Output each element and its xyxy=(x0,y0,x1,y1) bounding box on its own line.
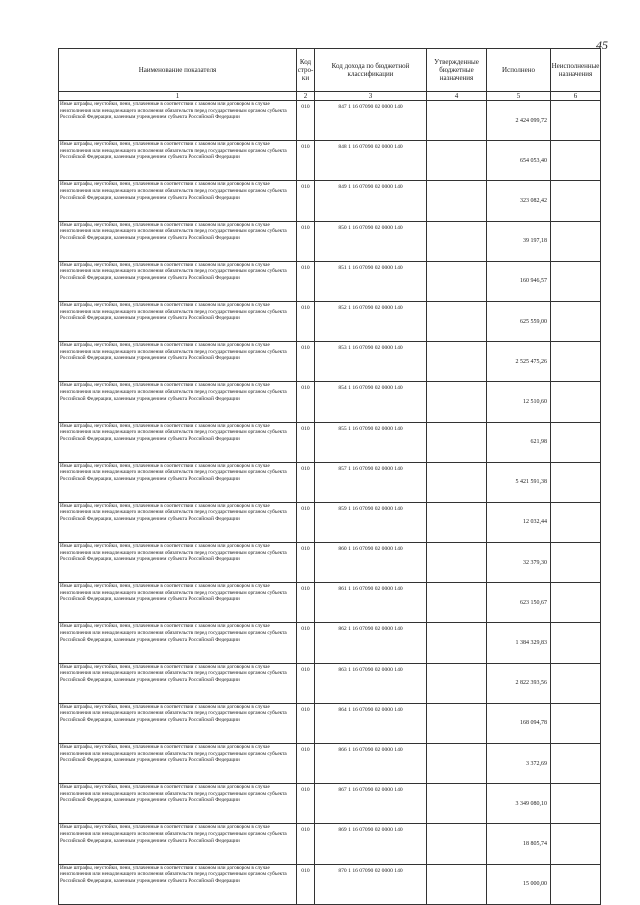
row-name: Иные штрафы, неустойки, пени, уплаченные в соответствии с законом или договором в случае неисполнения или ненадлежащего исполнения обязательств перед государственным органом субъекта Российской Федерации, казенным учреждением субъекта Российской Федерации xyxy=(59,864,297,904)
row-line-code: 010 xyxy=(297,422,315,462)
row-executed: 15 000,00 xyxy=(487,864,551,904)
row-executed: 3 372,69 xyxy=(487,744,551,784)
table-row xyxy=(59,301,601,341)
row-unexecuted xyxy=(551,221,601,261)
header-row xyxy=(59,49,601,92)
row-approved xyxy=(427,583,487,623)
row-kbk: 866 1 16 07090 02 0000 140 xyxy=(315,744,427,784)
row-name: Иные штрафы, неустойки, пени, уплаченные в соответствии с законом или договором в случае неисполнения или ненадлежащего исполнения обязательств перед государственным органом субъекта Российской Федерации, казенным учреждением субъекта Российской Федерации xyxy=(59,141,297,181)
col-header-kbk: Код дохода по бюджетной классификации xyxy=(315,49,427,92)
table-row xyxy=(59,382,601,422)
row-line-code: 010 xyxy=(297,342,315,382)
row-executed: 621,98 xyxy=(487,422,551,462)
table-row xyxy=(59,261,601,301)
row-unexecuted xyxy=(551,784,601,824)
row-line-code: 010 xyxy=(297,382,315,422)
row-approved xyxy=(427,784,487,824)
row-approved xyxy=(427,261,487,301)
row-line-code: 010 xyxy=(297,824,315,864)
row-executed: 623 150,67 xyxy=(487,583,551,623)
row-executed: 2 424 099,72 xyxy=(487,101,551,141)
row-kbk: 854 1 16 07090 02 0000 140 xyxy=(315,382,427,422)
row-approved xyxy=(427,744,487,784)
row-name: Иные штрафы, неустойки, пени, уплаченные в соответствии с законом или договором в случае неисполнения или ненадлежащего исполнения обязательств перед государственным органом субъекта Российской Федерации, казенным учреждением субъекта Российской Федерации xyxy=(59,462,297,502)
table-row xyxy=(59,502,601,542)
row-unexecuted xyxy=(551,744,601,784)
row-approved xyxy=(427,221,487,261)
row-unexecuted xyxy=(551,824,601,864)
row-approved xyxy=(427,382,487,422)
row-executed: 12 032,44 xyxy=(487,502,551,542)
row-approved xyxy=(427,301,487,341)
row-unexecuted xyxy=(551,342,601,382)
row-approved xyxy=(427,342,487,382)
row-approved xyxy=(427,543,487,583)
row-line-code: 010 xyxy=(297,784,315,824)
row-executed: 5 421 591,38 xyxy=(487,462,551,502)
table-row xyxy=(59,221,601,261)
row-executed: 1 384 329,83 xyxy=(487,623,551,663)
row-unexecuted xyxy=(551,703,601,743)
table-row xyxy=(59,784,601,824)
row-executed: 323 082,42 xyxy=(487,181,551,221)
row-name: Иные штрафы, неустойки, пени, уплаченные в соответствии с законом или договором в случае неисполнения или ненадлежащего исполнения обязательств перед государственным органом субъекта Российской Федерации, казенным учреждением субъекта Российской Федерации xyxy=(59,784,297,824)
row-executed: 2 822 393,56 xyxy=(487,663,551,703)
row-kbk: 852 1 16 07090 02 0000 140 xyxy=(315,301,427,341)
row-executed: 160 946,57 xyxy=(487,261,551,301)
row-unexecuted xyxy=(551,261,601,301)
col-header-name: Наименование показателя xyxy=(59,49,297,92)
row-line-code: 010 xyxy=(297,623,315,663)
row-executed: 32 379,30 xyxy=(487,543,551,583)
row-name: Иные штрафы, неустойки, пени, уплаченные в соответствии с законом или договором в случае неисполнения или ненадлежащего исполнения обязательств перед государственным органом субъекта Российской Федерации, казенным учреждением субъекта Российской Федерации xyxy=(59,101,297,141)
row-unexecuted xyxy=(551,422,601,462)
row-approved xyxy=(427,623,487,663)
row-line-code: 010 xyxy=(297,543,315,583)
row-unexecuted xyxy=(551,583,601,623)
table-row xyxy=(59,744,601,784)
row-name: Иные штрафы, неустойки, пени, уплаченные в соответствии с законом или договором в случае неисполнения или ненадлежащего исполнения обязательств перед государственным органом субъекта Российской Федерации, казенным учреждением субъекта Российской Федерации xyxy=(59,382,297,422)
row-kbk: 851 1 16 07090 02 0000 140 xyxy=(315,261,427,301)
row-approved xyxy=(427,422,487,462)
col-header-executed: Исполнено xyxy=(487,49,551,92)
row-executed: 18 805,74 xyxy=(487,824,551,864)
table-row xyxy=(59,141,601,181)
row-name: Иные штрафы, неустойки, пени, уплаченные в соответствии с законом или договором в случае неисполнения или ненадлежащего исполнения обязательств перед государственным органом субъекта Российской Федерации, казенным учреждением субъекта Российской Федерации xyxy=(59,663,297,703)
table-row xyxy=(59,101,601,141)
table-row xyxy=(59,543,601,583)
row-kbk: 860 1 16 07090 02 0000 140 xyxy=(315,543,427,583)
row-unexecuted xyxy=(551,663,601,703)
row-unexecuted xyxy=(551,382,601,422)
row-name: Иные штрафы, неустойки, пени, уплаченные в соответствии с законом или договором в случае неисполнения или ненадлежащего исполнения обязательств перед государственным органом субъекта Российской Федерации, казенным учреждением субъекта Российской Федерации xyxy=(59,342,297,382)
row-approved xyxy=(427,101,487,141)
row-name: Иные штрафы, неустойки, пени, уплаченные в соответствии с законом или договором в случае неисполнения или ненадлежащего исполнения обязательств перед государственным органом субъекта Российской Федерации, казенным учреждением субъекта Российской Федерации xyxy=(59,744,297,784)
row-unexecuted xyxy=(551,543,601,583)
row-approved xyxy=(427,703,487,743)
row-line-code: 010 xyxy=(297,744,315,784)
row-kbk: 859 1 16 07090 02 0000 140 xyxy=(315,502,427,542)
row-approved xyxy=(427,462,487,502)
col-number: 2 xyxy=(297,92,315,101)
row-name: Иные штрафы, неустойки, пени, уплаченные в соответствии с законом или договором в случае неисполнения или ненадлежащего исполнения обязательств перед государственным органом субъекта Российской Федерации, казенным учреждением субъекта Российской Федерации xyxy=(59,221,297,261)
row-approved xyxy=(427,824,487,864)
row-name: Иные штрафы, неустойки, пени, уплаченные в соответствии с законом или договором в случае неисполнения или ненадлежащего исполнения обязательств перед государственным органом субъекта Российской Федерации, казенным учреждением субъекта Российской Федерации xyxy=(59,583,297,623)
row-line-code: 010 xyxy=(297,221,315,261)
row-unexecuted xyxy=(551,301,601,341)
table-row xyxy=(59,462,601,502)
row-name: Иные штрафы, неустойки, пени, уплаченные в соответствии с законом или договором в случае неисполнения или ненадлежащего исполнения обязательств перед государственным органом субъекта Российской Федерации, казенным учреждением субъекта Российской Федерации xyxy=(59,301,297,341)
row-approved xyxy=(427,663,487,703)
row-approved xyxy=(427,864,487,904)
row-kbk: 864 1 16 07090 02 0000 140 xyxy=(315,703,427,743)
row-line-code: 010 xyxy=(297,261,315,301)
row-kbk: 870 1 16 07090 02 0000 140 xyxy=(315,864,427,904)
row-approved xyxy=(427,181,487,221)
table-row xyxy=(59,583,601,623)
row-executed: 654 053,40 xyxy=(487,141,551,181)
page-number: 45 xyxy=(596,38,608,52)
row-kbk: 869 1 16 07090 02 0000 140 xyxy=(315,824,427,864)
row-unexecuted xyxy=(551,623,601,663)
col-number: 1 xyxy=(59,92,297,101)
row-name: Иные штрафы, неустойки, пени, уплаченные в соответствии с законом или договором в случае неисполнения или ненадлежащего исполнения обязательств перед государственным органом субъекта Российской Федерации, казенным учреждением субъекта Российской Федерации xyxy=(59,623,297,663)
row-executed: 625 559,00 xyxy=(487,301,551,341)
table-row xyxy=(59,422,601,462)
row-line-code: 010 xyxy=(297,141,315,181)
row-executed: 168 094,78 xyxy=(487,703,551,743)
col-number: 4 xyxy=(427,92,487,101)
row-kbk: 867 1 16 07090 02 0000 140 xyxy=(315,784,427,824)
row-line-code: 010 xyxy=(297,703,315,743)
table-row xyxy=(59,342,601,382)
row-executed: 3 349 080,10 xyxy=(487,784,551,824)
row-unexecuted xyxy=(551,181,601,221)
row-line-code: 010 xyxy=(297,864,315,904)
row-line-code: 010 xyxy=(297,502,315,542)
col-number: 5 xyxy=(487,92,551,101)
col-header-unexecuted: Неисполненные назначения xyxy=(551,49,601,92)
table-row xyxy=(59,623,601,663)
row-name: Иные штрафы, неустойки, пени, уплаченные в соответствии с законом или договором в случае неисполнения или ненадлежащего исполнения обязательств перед государственным органом субъекта Российской Федерации, казенным учреждением субъекта Российской Федерации xyxy=(59,703,297,743)
row-line-code: 010 xyxy=(297,181,315,221)
row-kbk: 848 1 16 07090 02 0000 140 xyxy=(315,141,427,181)
row-unexecuted xyxy=(551,462,601,502)
table-row xyxy=(59,864,601,904)
row-kbk: 850 1 16 07090 02 0000 140 xyxy=(315,221,427,261)
row-name: Иные штрафы, неустойки, пени, уплаченные в соответствии с законом или договором в случае неисполнения или ненадлежащего исполнения обязательств перед государственным органом субъекта Российской Федерации, казенным учреждением субъекта Российской Федерации xyxy=(59,824,297,864)
row-approved xyxy=(427,502,487,542)
row-kbk: 855 1 16 07090 02 0000 140 xyxy=(315,422,427,462)
row-kbk: 857 1 16 07090 02 0000 140 xyxy=(315,462,427,502)
row-unexecuted xyxy=(551,141,601,181)
row-line-code: 010 xyxy=(297,583,315,623)
table-row xyxy=(59,824,601,864)
row-approved xyxy=(427,141,487,181)
row-name: Иные штрафы, неустойки, пени, уплаченные в соответствии с законом или договором в случае неисполнения или ненадлежащего исполнения обязательств перед государственным органом субъекта Российской Федерации, казенным учреждением субъекта Российской Федерации xyxy=(59,261,297,301)
col-number: 6 xyxy=(551,92,601,101)
table-row xyxy=(59,703,601,743)
col-header-approved: Утвержденные бюджетные назначения xyxy=(427,49,487,92)
row-line-code: 010 xyxy=(297,101,315,141)
row-executed: 12 510,60 xyxy=(487,382,551,422)
row-line-code: 010 xyxy=(297,663,315,703)
row-name: Иные штрафы, неустойки, пени, уплаченные в соответствии с законом или договором в случае неисполнения или ненадлежащего исполнения обязательств перед государственным органом субъекта Российской Федерации, казенным учреждением субъекта Российской Федерации xyxy=(59,502,297,542)
row-kbk: 853 1 16 07090 02 0000 140 xyxy=(315,342,427,382)
col-number: 3 xyxy=(315,92,427,101)
row-line-code: 010 xyxy=(297,301,315,341)
column-number-row xyxy=(59,92,601,101)
table-row xyxy=(59,181,601,221)
row-name: Иные штрафы, неустойки, пени, уплаченные в соответствии с законом или договором в случае неисполнения или ненадлежащего исполнения обязательств перед государственным органом субъекта Российской Федерации, казенным учреждением субъекта Российской Федерации xyxy=(59,422,297,462)
row-unexecuted xyxy=(551,101,601,141)
row-name: Иные штрафы, неустойки, пени, уплаченные в соответствии с законом или договором в случае неисполнения или ненадлежащего исполнения обязательств перед государственным органом субъекта Российской Федерации, казенным учреждением субъекта Российской Федерации xyxy=(59,543,297,583)
row-unexecuted xyxy=(551,502,601,542)
row-kbk: 847 1 16 07090 02 0000 140 xyxy=(315,101,427,141)
revenue-table xyxy=(58,48,601,905)
row-executed: 39 197,18 xyxy=(487,221,551,261)
col-header-line-code: Код стро-ки xyxy=(297,49,315,92)
table-row xyxy=(59,663,601,703)
row-executed: 2 525 475,26 xyxy=(487,342,551,382)
row-kbk: 849 1 16 07090 02 0000 140 xyxy=(315,181,427,221)
row-kbk: 861 1 16 07090 02 0000 140 xyxy=(315,583,427,623)
row-line-code: 010 xyxy=(297,462,315,502)
row-kbk: 863 1 16 07090 02 0000 140 xyxy=(315,663,427,703)
row-unexecuted xyxy=(551,864,601,904)
row-kbk: 862 1 16 07090 02 0000 140 xyxy=(315,623,427,663)
row-name: Иные штрафы, неустойки, пени, уплаченные в соответствии с законом или договором в случае неисполнения или ненадлежащего исполнения обязательств перед государственным органом субъекта Российской Федерации, казенным учреждением субъекта Российской Федерации xyxy=(59,181,297,221)
